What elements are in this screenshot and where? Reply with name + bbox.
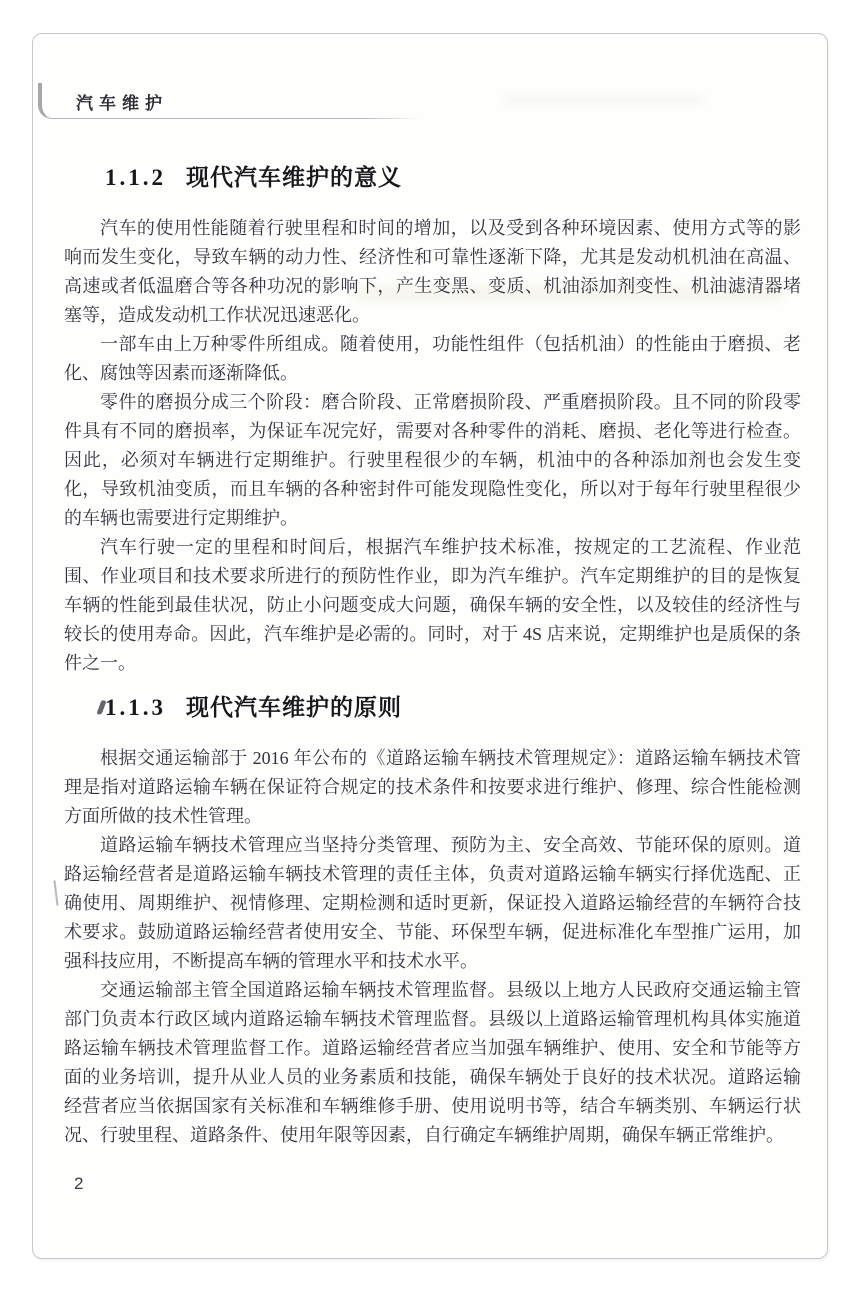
paragraph: 汽车的使用性能随着行驶里程和时间的增加，以及受到各种环境因素、使用方式等的影响而发生变化，导致车辆的动力性、经济性和可靠性逐渐下降，尤其是发动机机油在高温、高速或者低温磨合等各种功况的影响下，产生变黑、变质、机油添加剂变性、机油滤清器堵塞等，造成发动机工作状况迅速恶化。 xyxy=(64,218,801,325)
paragraph: 汽车行驶一定的里程和时间后，根据汽车维护技术标准，按规定的工艺流程、作业范围、作业项目和技术要求所进行的预防性作业，即为汽车维护。汽车定期维护的目的是恢复车辆的性能到最佳状况，防止小问题变成大问题，确保车辆的安全性，以及较佳的经济性与较长的使用寿命。因此，汽车维护是必需的。同时，对于 4S 店来说，定期维护也是质保的条件之一。 xyxy=(64,537,801,673)
paragraph: 一部车由上万种零件所组成。随着使用，功能性组件（包括机油）的性能由于磨损、老化、腐蚀等因素而逐渐降低。 xyxy=(64,334,801,383)
book-page xyxy=(32,33,828,1259)
page-content xyxy=(64,146,801,1150)
paragraph: 根据交通运输部于 2016 年公布的《道路运输车辆技术管理规定》：道路运输车辆技术管理是指对道路运输车辆在保证符合规定的技术条件和按要求进行维护、修理、综合性能检测方面所做的技术性管理。 xyxy=(64,748,801,826)
scan-bleedthrough-smudge xyxy=(503,94,703,106)
section-title: 现代汽车维护的意义 xyxy=(186,164,402,190)
section-number: 1.1.2 xyxy=(105,165,166,190)
section-heading-1-1-2 xyxy=(105,162,801,193)
margin-pen-mark-artifact xyxy=(53,880,58,906)
section-title: 现代汽车维护的原则 xyxy=(186,694,402,720)
running-header-title: 汽车维护 xyxy=(76,94,168,113)
running-header xyxy=(38,83,430,119)
paragraph: 交通运输部主管全国道路运输车辆技术管理监督。县级以上地方人民政府交通运输主管部门负责本行政区域内道路运输车辆技术管理监督。县级以上道路运输管理机构具体实施道路运输车辆技术管理监督工作。道路运输经营者应当加强车辆维护、使用、安全和节能等方面的业务培训，提升从业人员的业务素质和技能，确保车辆处于良好的技术状况。道路运输经营者应当依据国家有关标准和车辆维修手册、使用说明书等，结合车辆类别、车辆运行状况、行驶里程、道路条件、使用年限等因素，自行确定车辆维护周期，确保车辆正常维护。 xyxy=(64,980,801,1145)
paragraph: 道路运输车辆技术管理应当坚持分类管理、预防为主、安全高效、节能环保的原则。道路运输经营者是道路运输车辆技术管理的责任主体，负责对道路运输车辆实行择优选配、正确使用、周期维护、视情修理、定期检测和适时更新，保证投入道路运输经营的车辆符合技术要求。鼓励道路运输经营者使用安全、节能、环保型车辆，促进标准化车型推广运用，加强科技应用，不断提高车辆的管理水平和技术水平。 xyxy=(64,835,801,971)
section-heading-1-1-3 xyxy=(105,692,801,723)
paragraph: 零件的磨损分成三个阶段：磨合阶段、正常磨损阶段、严重磨损阶段。且不同的阶段零件具有不同的磨损率，为保证车况完好，需要对各种零件的消耗、磨损、老化等进行检查。因此，必须对车辆进行定期维护。行驶里程很少的车辆，机油中的各种添加剂也会发生变化，导致机油变质，而且车辆的各种密封件可能发现隐性变化，所以对于每年行驶里程很少的车辆也需要进行定期维护。 xyxy=(64,392,801,528)
section-number: 1.1.3 xyxy=(105,695,166,720)
page-number: 2 xyxy=(74,1174,84,1193)
